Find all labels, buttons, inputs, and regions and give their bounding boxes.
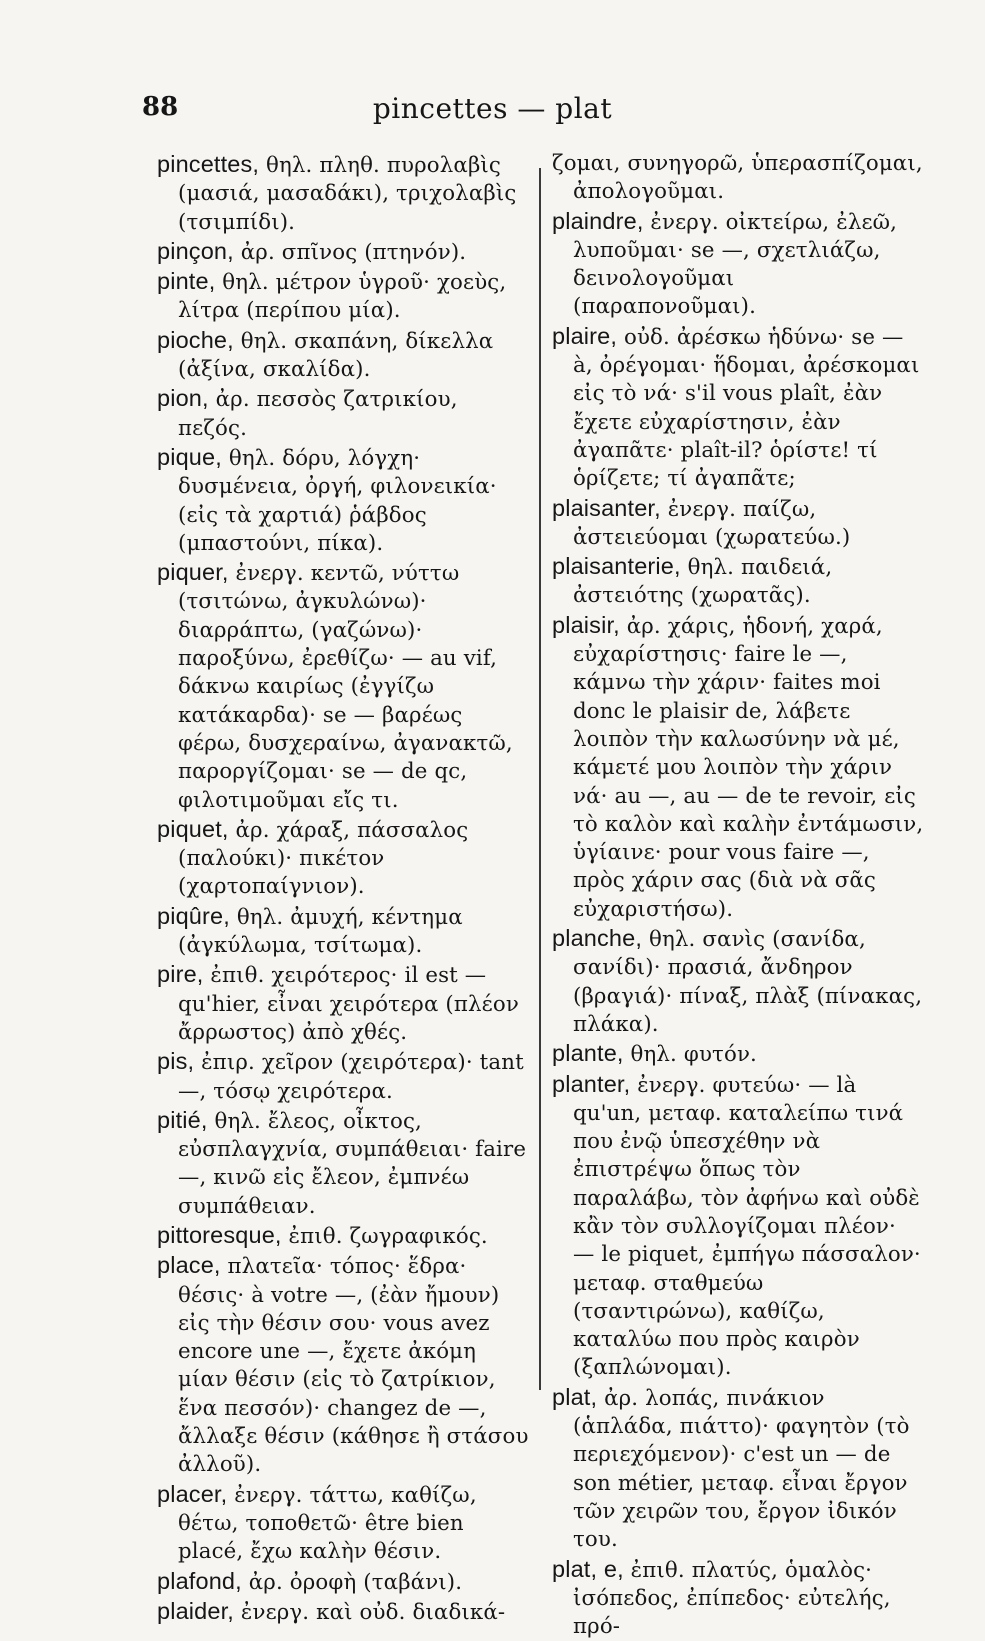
entry-headword: plaisanterie, (552, 553, 681, 580)
dictionary-entry (157, 1106, 529, 1221)
entry-definition: θηλ. ἀμυχή, κέντημα (ἀγκύλωμα, τσίτωμα). (178, 904, 463, 959)
entry-headword: plaisanter, (552, 494, 661, 521)
entry-definition: ἐνεργ. καὶ οὐδ. διαδικά- (233, 1599, 506, 1625)
dictionary-entry (157, 1567, 529, 1597)
column-divider (539, 168, 541, 1390)
entry-definition: θηλ. σανὶς (σανίδα, σανίδι)· πρασιά, ἄνδηρον (βραγιά)· πίναξ, πλὰξ (πίνακας, πλάκα). (573, 927, 923, 1037)
entry-headword: pittoresque, (157, 1221, 282, 1248)
entry-headword: plat, (552, 1383, 598, 1410)
entry-headword: pincettes, (157, 151, 260, 177)
dictionary-entry (157, 960, 529, 1047)
entry-headword: pire, (157, 961, 204, 988)
entry-headword: pion, (157, 385, 209, 412)
entry-headword: plat, e, (552, 1555, 624, 1582)
dictionary-entry (552, 924, 924, 1039)
entry-definition: ἀρ. χάραξ, πάσσαλος (παλούκι)· πικέτον (χαρτοπαίγνιον). (178, 817, 469, 900)
entry-headword: planche, (552, 925, 643, 952)
entry-headword: plaire, (552, 322, 618, 349)
dictionary-entry (552, 552, 924, 611)
left-column (157, 150, 529, 1627)
dictionary-entry (157, 1047, 529, 1106)
dictionary-entry (157, 1597, 529, 1627)
entry-headword: plante, (552, 1040, 624, 1067)
dictionary-entry (157, 1251, 529, 1479)
entry-definition: ἀρ. λοπάς, πινάκιον (ἁπλάδα, πιάττο)· φαγητὸν (τὸ περιεχόμενον)· c'est un — de son métier, μεταφ. εἶναι ἔργον τῶν χειρῶν του, ἔργον ἰδικόν του. (573, 1385, 910, 1553)
entry-headword: place, (157, 1252, 221, 1279)
entry-headword: piqûre, (157, 902, 230, 929)
dictionary-entry (157, 1221, 529, 1251)
entry-headword: plaider, (157, 1597, 234, 1624)
entry-definition: θηλ. φυτόν. (623, 1042, 757, 1068)
entry-headword: pinçon, (157, 237, 234, 264)
entry-headword: plaisir, (552, 611, 620, 638)
entry-headword: pis, (157, 1048, 195, 1075)
entry-definition: θηλ. ἔλεος, οἶκτος, εὐσπλαγχνία, συμπάθειαι· faire —, κινῶ εἰς ἔλεον, ἐμπνέω συμπάθειαν. (178, 1108, 527, 1219)
entry-headword: pioche, (157, 326, 234, 353)
entry-headword: piquet, (157, 815, 229, 842)
entry-headword: pinte, (157, 268, 216, 295)
entry-definition: ἐνεργ. κεντῶ, νύττω (τσιτώνω, ἀγκυλώνω)· διαρράπτω, (γαζώνω)· παροξύνω, ἐρεθίζω· — au vif, δάκνω καιρίως (ἐγγίζω κατάκαρδα)· se — βαρέως φέρω, δυσχεραίνω, ἀγανακτῶ, παροργίζομαι· se — de qc, φιλοτιμοῦμαι εἴς τι. (178, 561, 513, 813)
entry-definition: θηλ. δόρυ, λόγχη· δυσμένεια, ὀργή, φιλονεικία· (εἰς τὰ χαρτιά) ῥάβδος (μπαστούνι, πίκα). (178, 445, 497, 556)
entry-definition: ἐνεργ. παίζω, ἀστειεύομαι (χωρατεύω.) (573, 496, 851, 550)
entry-definition: πλατεῖα· τόπος· ἕδρα· θέσις· à votre —, (ἐὰν ἤμουν) εἰς τὴν θέσιν σου· vous avez encore une —, ἔχετε ἀκόμη μίαν θέσιν (εἰς τὸ ζατρίκιον, ἕνα πεσσόν)· changez de —, ἄλλαξε θέσιν (κάθησε ἢ στάσου ἀλλοῦ). (178, 1254, 529, 1478)
entry-definition: ἀρ. χάρις, ἡδονή, χαρά, εὐχαρίστησις· faire le —, κάμνω τὴν χάριν· faites moi donc le plaisir de, λάβετε λοιπὸν τὴν καλωσύνην νὰ μέ, κάμετέ μου λοιπὸν τὴν χάριν νά· au —, au — de te revoir, εἰς τὸ καλὸν καὶ καλὴν ἐντάμωσιν, ὑγίαινε· pour vous faire —, πρὸς χάριν σας (διὰ νὰ σᾶς εὐχαριστήσω). (573, 613, 924, 922)
dictionary-entry (157, 1480, 529, 1567)
running-title: pincettes — plat (372, 92, 613, 125)
page-number: 88 (142, 92, 179, 122)
dictionary-entry (552, 611, 924, 924)
dictionary-entry (157, 902, 529, 961)
entry-definition: ζομαι, συνηγορῶ, ὑπερασπίζομαι, ἀπολογοῦμαι. (552, 151, 923, 205)
dictionary-entry (157, 384, 529, 443)
entry-definition: οὐδ. ἀρέσκω ἡδύνω· se — à, ὀρέγομαι· ἥδομαι, ἀρέσκομαι εἰς τὸ νά· s'il vous plaît, ἐὰν ἔχετε εὐχαρίστησιν, ἐὰν ἀγαπᾶτε· plaît-il? ὁρίστε! τί ὁρίζετε; τί ἀγαπᾶτε; (573, 324, 920, 492)
entry-headword: plaindre, (552, 207, 644, 234)
entry-definition: ἐνεργ. οἰκτείρω, ἐλεῶ, λυποῦμαι· se —, σχετλιάζω, δεινολογοῦμαι (παραπονοῦμαι). (573, 209, 898, 320)
dictionary-entry (157, 267, 529, 326)
dictionary-entry (157, 815, 529, 902)
right-column (552, 150, 924, 1641)
entry-definition: ἐνεργ. φυτεύω· — là qu'un, μεταφ. καταλείπω τινά που ἐνῷ ὑπεσχέθην νὰ ἐπιστρέψω ὅπως τὸν παραλάβω, τὸν ἀφήνω καὶ οὐδὲ κἂν τὸν συλλογίζομαι πλέον· — le piquet, ἐμπήγω πάσσαλον· μεταφ. σταθμεύω (τσαντιρώνω), καθίζω, καταλύω που πρὸς καιρὸν (ξαπλώνομαι). (573, 1072, 921, 1381)
entry-definition: ἐπιθ. χειρότερος· il est — qu'hier, εἶναι χειρότερα (πλέον ἄρρωστος) ἀπὸ χθές. (178, 963, 519, 1045)
entry-definition: θηλ. παιδειά, ἀστειότης (χωρατᾶς). (573, 555, 833, 609)
entry-headword: plafond, (157, 1567, 242, 1594)
entry-definition: θηλ. σκαπάνη, δίκελλα (ἀξίνα, σκαλίδα). (178, 328, 494, 383)
entry-headword: piquer, (157, 559, 229, 586)
dictionary-entry (157, 558, 529, 815)
dictionary-entry (552, 150, 924, 207)
dictionary-entry (552, 1555, 924, 1641)
dictionary-entry (552, 1070, 924, 1383)
entry-definition: ἐπιθ. ζωγραφικός. (281, 1223, 488, 1249)
entry-headword: planter, (552, 1070, 631, 1097)
dictionary-entry (552, 494, 924, 553)
entry-headword: pique, (157, 443, 222, 470)
dictionary-entry (552, 207, 924, 322)
entry-definition: ἐνεργ. τάττω, καθίζω, θέτω, τοποθετῶ· être bien placé, ἔχω καλὴν θέσιν. (178, 1482, 477, 1565)
dictionary-entry (157, 150, 529, 237)
entry-headword: pitié, (157, 1106, 208, 1133)
entry-definition: ἀρ. ὀροφὴ (ταβάνι). (241, 1569, 463, 1595)
entry-definition: θηλ. πληθ. πυρολαβὶς (μασιά, μασαδάκι), τριχολαβὶς (τσιμπίδι). (178, 153, 517, 235)
entry-definition: ἀρ. πεσσὸς ζατρικίου, πεζός. (178, 387, 458, 441)
dictionary-entry (157, 326, 529, 385)
dictionary-entry (552, 322, 924, 494)
dictionary-entry (552, 1039, 924, 1069)
dictionary-entry (157, 443, 529, 558)
entry-definition: ἐπιρ. χεῖρον (χειρότερα)· tant —, τόσῳ χειρότερα. (178, 1050, 524, 1104)
entry-definition: θηλ. μέτρον ὑγροῦ· χοεὺς, λίτρα (περίπου μία). (178, 270, 507, 324)
entry-definition: ἐπιθ. πλατύς, ὁμαλὸς· ἰσόπεδος, ἐπίπεδος· εὐτελής, πρό- (573, 1557, 891, 1640)
entry-headword: placer, (157, 1480, 228, 1507)
entry-definition: ἀρ. σπῖνος (πτηνόν). (233, 239, 467, 265)
dictionary-entry (552, 1383, 924, 1555)
dictionary-entry (157, 237, 529, 267)
